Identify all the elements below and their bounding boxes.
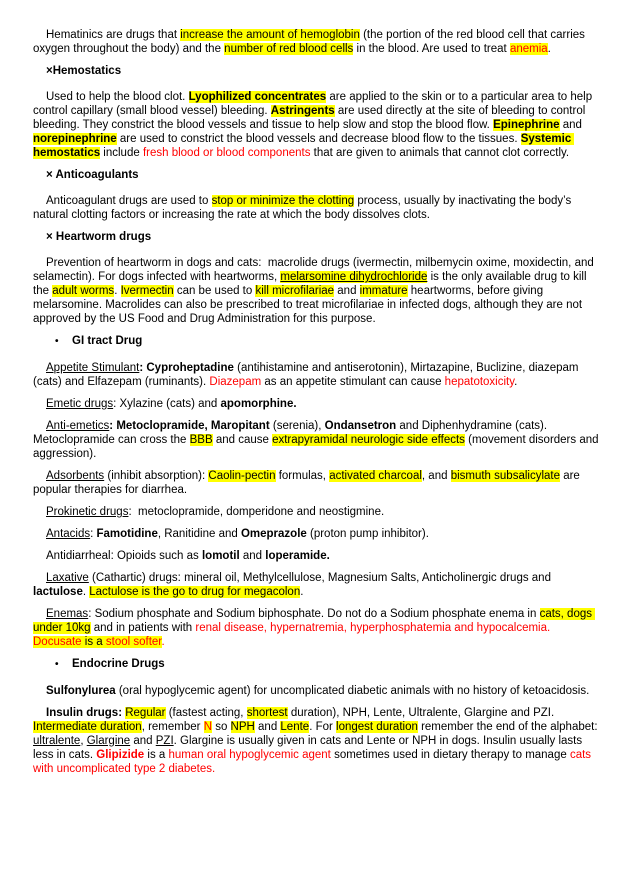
paragraph-prokinetic-drugs — [33, 505, 601, 519]
paragraph-heartworm-run: kill microfilariae — [255, 285, 335, 297]
paragraph-adsorbents-run: , and — [421, 470, 451, 482]
paragraph-adsorbents-run: Adsorbents — [46, 470, 105, 482]
paragraph-insulin-drugs-run: Glipizide — [96, 749, 145, 761]
paragraph-insulin-drugs-run: longest duration — [336, 721, 418, 733]
paragraph-laxative-run: . — [82, 586, 90, 598]
paragraph-antacids-run: Famotidine — [96, 528, 158, 540]
paragraph-hematinics-run: increase the amount of hemoglobin — [180, 29, 360, 41]
paragraph-heartworm-run: can be used to — [173, 285, 256, 297]
heading-anticoagulants — [33, 168, 601, 182]
paragraph-insulin-drugs-run: N — [203, 721, 212, 733]
paragraph-adsorbents — [33, 469, 601, 497]
paragraph-anti-emetics-run: and cause — [212, 434, 273, 446]
paragraph-antacids-run: : — [90, 528, 97, 540]
paragraph-enemas-run: and in patients with — [90, 622, 196, 634]
paragraph-insulin-drugs — [33, 706, 601, 776]
paragraph-hematinics-run: Hematinics are drugs that — [46, 29, 181, 41]
paragraph-enemas-run: Enemas — [46, 608, 89, 620]
paragraph-insulin-drugs-run: cats with uncomplicated type 2 diabetes. — [33, 749, 595, 775]
paragraph-hematinics-run: number of red blood cells — [224, 43, 354, 55]
paragraph-hematinics — [33, 28, 601, 56]
paragraph-hemostatics-run: norepinephrine — [33, 133, 117, 145]
paragraph-emetic-drugs — [33, 397, 601, 411]
paragraph-emetic-drugs-run: Emetic drugs — [46, 398, 114, 410]
paragraph-hemostatics — [33, 90, 601, 160]
paragraph-heartworm — [33, 256, 601, 326]
paragraph-heartworm-run: and — [334, 285, 360, 297]
paragraph-hematinics-run: . — [547, 43, 551, 55]
paragraph-hemostatics-run: include — [100, 147, 143, 159]
paragraph-insulin-drugs-run: . For — [309, 721, 337, 733]
paragraph-enemas-run: : Sodium phosphate and Sodium biphosphate. Do not do a Sodium phosphate enema in — [88, 608, 540, 620]
paragraph-hemostatics-run: and — [559, 119, 586, 131]
paragraph-antacids-run: Antacids — [46, 528, 91, 540]
paragraph-hemostatics-run: that are given to animals that cannot clot correctly. — [310, 147, 570, 159]
paragraph-anti-emetics-run: (movement disorders and aggression). — [33, 434, 602, 460]
paragraph-insulin-drugs-run: and — [130, 735, 156, 747]
paragraph-emetic-drugs-run: apomorphine. — [220, 398, 297, 410]
paragraph-antidiarrheal-run: loperamide. — [265, 550, 330, 562]
paragraph-insulin-drugs-run: sometimes used in dietary therapy to manage — [330, 749, 570, 761]
paragraph-heartworm-run: adult worms — [52, 285, 115, 297]
paragraph-adsorbents-run: formulas, — [275, 470, 330, 482]
bullet-icon: • — [55, 659, 59, 670]
paragraph-insulin-drugs-run: and — [254, 721, 281, 733]
heading-gi-tract-drug — [33, 334, 601, 349]
heading-heartworm-drugs — [33, 230, 601, 244]
paragraph-hemostatics-run: are applied to the skin or to a particular area to help control capillary (small blood vessel) bleeding. — [33, 91, 596, 117]
paragraph-enemas-run: is a — [81, 636, 106, 648]
paragraph-adsorbents-run: (inhibit absorption): — [104, 470, 209, 482]
paragraph-sulfonylurea — [33, 684, 601, 698]
paragraph-adsorbents-run: Caolin-pectin — [208, 470, 276, 482]
paragraph-insulin-drugs-run: ultralente — [33, 735, 81, 747]
paragraph-adsorbents-run: activated charcoal — [329, 470, 422, 482]
paragraph-sulfonylurea-run: (oral hypoglycemic agent) for uncomplicated diabetic animals with no history of ketoacidosis. — [115, 685, 590, 697]
paragraph-hemostatics-run: are used to constrict the blood vessels and decrease blood flow to the tissues. — [116, 133, 521, 145]
paragraph-hemostatics-run: Epinephrine — [493, 119, 560, 131]
paragraph-insulin-drugs-run: shortest — [246, 707, 288, 719]
bullet-icon: • — [55, 336, 59, 347]
paragraph-heartworm-run: melarsomine dihydrochloride — [280, 271, 428, 283]
paragraph-anti-emetics-run: Ondansetron — [324, 420, 397, 432]
paragraph-anticoagulants-run: stop or minimize the clotting — [211, 195, 355, 207]
paragraph-anti-emetics-run: Metoclopramide, Maropitant — [116, 420, 270, 432]
paragraph-hematinics-run: in the blood. Are used to treat — [353, 43, 510, 55]
paragraph-anticoagulants — [33, 194, 601, 222]
paragraph-insulin-drugs-run: , remember — [141, 721, 204, 733]
heading-heartworm-drugs-run: × Heartworm drugs — [46, 231, 152, 243]
paragraph-laxative — [33, 571, 601, 599]
paragraph-sulfonylurea-run: Sulfonylurea — [46, 685, 116, 697]
paragraph-appetite-stimulant-run: Diazepam — [209, 376, 262, 388]
paragraph-insulin-drugs-run: Lente — [280, 721, 310, 733]
paragraph-adsorbents-run: bismuth subsalicylate — [450, 470, 560, 482]
paragraph-insulin-drugs-run: Intermediate duration — [33, 721, 142, 733]
paragraph-heartworm-run: is the only available drug to kill the — [33, 271, 590, 297]
paragraph-anticoagulants-run: process, usually by inactivating the body’s natural clotting factors or increasing the rate at which the body dissolves clots. — [33, 195, 575, 221]
paragraph-insulin-drugs-run: Glargine — [86, 735, 131, 747]
heading-gi-tract-drug-run: GI tract Drug — [72, 335, 143, 347]
paragraph-insulin-drugs-run: . Glargine is usually given in cats and Lente or NPH in dogs. Insulin usually lasts less in cats. — [33, 735, 586, 761]
paragraph-appetite-stimulant-run: hepatotoxicity — [444, 376, 515, 388]
paragraph-appetite-stimulant — [33, 361, 601, 389]
paragraph-appetite-stimulant-run: Appetite Stimulant — [46, 362, 140, 374]
paragraph-anti-emetics-run: BBB — [189, 434, 213, 446]
paragraph-heartworm-run: immature — [359, 285, 408, 297]
paragraph-antacids — [33, 527, 601, 541]
paragraph-heartworm-run: heartworms, before giving melarsomine. Macrolides can also be prescribed to treat microfilariae in infected dogs, although they are not approved by the US Food and Drug Administration for this purpose. — [33, 285, 586, 325]
paragraph-hemostatics-run: Astringents — [270, 105, 335, 117]
paragraph-appetite-stimulant-run: Cyproheptadine — [146, 362, 234, 374]
paragraph-enemas-run: Docusate — [33, 636, 82, 648]
heading-endocrine-drugs-run: Endocrine Drugs — [72, 658, 165, 670]
paragraph-appetite-stimulant-run: : — [139, 362, 147, 374]
paragraph-anti-emetics-run: and Diphenhydramine (cats). Metoclopramide can cross the — [33, 420, 551, 446]
heading-hemostatics — [33, 64, 601, 78]
paragraph-antidiarrheal — [33, 549, 601, 563]
paragraph-laxative-run: Laxative — [46, 572, 89, 584]
paragraph-hemostatics-run: fresh blood or blood components — [142, 147, 311, 159]
paragraph-insulin-drugs-run: human oral hypoglycemic agent — [168, 749, 331, 761]
paragraph-anti-emetics-run: extrapyramidal neurologic side effects — [272, 434, 465, 446]
paragraph-heartworm-run: Prevention of heartworm in dogs and cats: macrolide drugs (ivermectin, milbemycin oxime, moxidectin, and selamectin). For dogs infected with heartworms, — [33, 257, 597, 283]
paragraph-insulin-drugs-run: remember the end of the alphabet: — [417, 721, 601, 733]
paragraph-emetic-drugs-run: : Xylazine (cats) and — [113, 398, 221, 410]
paragraph-enemas — [33, 607, 601, 649]
paragraph-antacids-run: Omeprazole — [240, 528, 307, 540]
paragraph-laxative-run: . — [300, 586, 304, 598]
paragraph-insulin-drugs-run: (fastest acting, — [165, 707, 247, 719]
heading-hemostatics-run: ×Hemostatics — [46, 65, 122, 77]
paragraph-appetite-stimulant-run: as an appetite stimulant can cause — [261, 376, 445, 388]
paragraph-enemas-run: renal disease, hypernatremia, hyperphosphatemia and hypocalcemia — [195, 622, 547, 634]
paragraph-anti-emetics-run: : — [109, 420, 117, 432]
paragraph-antacids-run: (proton pump inhibitor). — [306, 528, 429, 540]
paragraph-laxative-run: lactulose — [33, 586, 83, 598]
paragraph-hemostatics-run: Systemic hemostatics — [33, 133, 575, 159]
paragraph-hematinics-run: anemia — [509, 43, 548, 55]
heading-endocrine-drugs — [33, 657, 601, 672]
paragraph-hemostatics-run: Lyophilized concentrates — [188, 91, 327, 103]
paragraph-insulin-drugs-run: so — [212, 721, 231, 733]
paragraph-insulin-drugs-run: Regular — [125, 707, 166, 719]
paragraph-prokinetic-drugs-run: Prokinetic drugs — [46, 506, 129, 518]
paragraph-antacids-run: , Ranitidine and — [157, 528, 241, 540]
paragraph-enemas-run: . — [161, 636, 165, 648]
paragraph-laxative-run: Lactulose is the go to drug for megacolon — [89, 586, 301, 598]
document-body — [33, 28, 601, 776]
paragraph-antidiarrheal-run: Antidiarrheal: Opioids such as — [46, 550, 202, 562]
paragraph-insulin-drugs-run: duration), NPH, Lente, Ultralente, Glargine and PZI. — [287, 707, 558, 719]
paragraph-heartworm-run: Ivermectin — [120, 285, 174, 297]
paragraph-antidiarrheal-run: and — [239, 550, 266, 562]
paragraph-anti-emetics-run: (serenia), — [269, 420, 325, 432]
paragraph-insulin-drugs-run: PZI — [155, 735, 174, 747]
paragraph-anti-emetics-run: Anti-emetics — [46, 420, 110, 432]
paragraph-hemostatics-run: are used directly at the site of bleeding to control bleeding. They constrict the blood vessels and tissue to help slow and stop the blood flow. — [33, 105, 589, 131]
paragraph-insulin-drugs-run: Insulin drugs: — [46, 707, 126, 719]
heading-anticoagulants-run: × Anticoagulants — [46, 169, 139, 181]
paragraph-insulin-drugs-run: , — [80, 735, 87, 747]
paragraph-laxative-run: (Cathartic) drugs: mineral oil, Methylcellulose, Magnesium Salts, Anticholinergic drugs and — [88, 572, 555, 584]
paragraph-enemas-run: . — [547, 622, 554, 634]
paragraph-heartworm-run: . — [114, 285, 121, 297]
paragraph-anticoagulants-run: Anticoagulant drugs are used to — [46, 195, 212, 207]
paragraph-insulin-drugs-run: is a — [144, 749, 169, 761]
paragraph-antidiarrheal-run: lomotil — [201, 550, 240, 562]
paragraph-prokinetic-drugs-run: : metoclopramide, domperidone and neostigmine. — [128, 506, 385, 518]
paragraph-anti-emetics — [33, 419, 601, 461]
paragraph-insulin-drugs-run: NPH — [230, 721, 255, 733]
paragraph-appetite-stimulant-run: . — [514, 376, 518, 388]
paragraph-hemostatics-run: Used to help the blood clot. — [46, 91, 189, 103]
paragraph-enemas-run: cats, dogs under 10kg — [33, 608, 596, 634]
paragraph-appetite-stimulant-run: (antihistamine and antiserotonin), Mirtazapine, Buclizine, diazepam (cats) and Elfazepam (ruminants). — [33, 362, 582, 388]
paragraph-hematinics-run: (the portion of the red blood cell that carries oxygen throughout the body) and the — [33, 29, 589, 55]
paragraph-enemas-run: stool softer — [105, 636, 162, 648]
paragraph-adsorbents-run: are popular therapies for diarrhea. — [33, 470, 584, 496]
